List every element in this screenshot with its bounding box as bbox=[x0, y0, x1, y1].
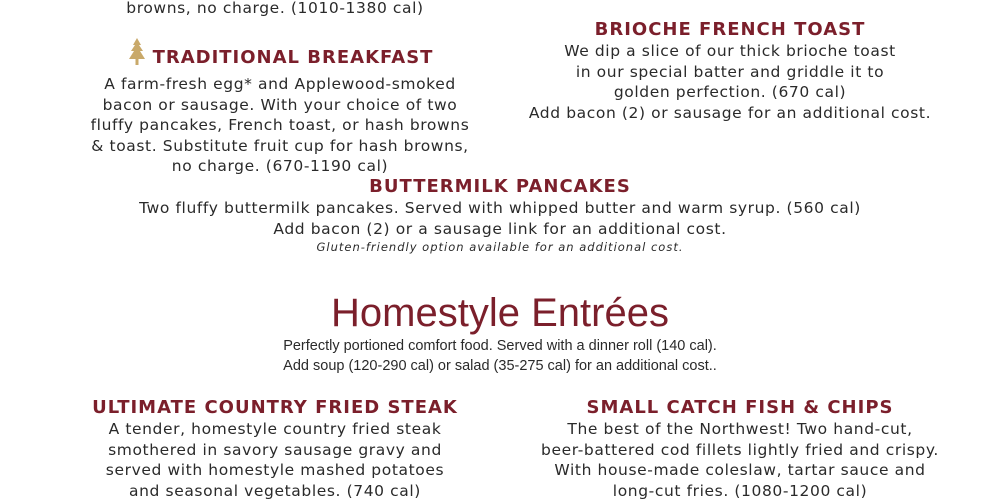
menu-item-description bbox=[70, 74, 490, 177]
description-line: beer-battered cod fillets lightly fried and crispy. bbox=[510, 440, 970, 461]
description-line: fluffy pancakes, French toast, or hash browns bbox=[70, 115, 490, 136]
buttermilk-pancakes-title: BUTTERMILK PANCAKES bbox=[0, 176, 1000, 198]
menu-item-description bbox=[510, 419, 970, 501]
description-line: no charge. (670-1190 cal) bbox=[70, 156, 490, 177]
description-line: A farm-fresh egg* and Applewood-smoked bbox=[70, 74, 490, 95]
previous-item-tail bbox=[80, 0, 470, 19]
country-fried-steak-title: ULTIMATE COUNTRY FRIED STEAK bbox=[60, 397, 490, 419]
intro-line: Add soup (120-290 cal) or salad (35-275 cal) for an additional cost.. bbox=[0, 356, 1000, 376]
menu-item-fish-and-chips bbox=[510, 397, 970, 501]
menu-item-buttermilk-pancakes bbox=[0, 176, 1000, 255]
description-line: served with homestyle mashed potatoes bbox=[60, 460, 490, 481]
section-intro bbox=[0, 336, 1000, 376]
description-line: A tender, homestyle country fried steak bbox=[60, 419, 490, 440]
menu-item-country-fried-steak bbox=[60, 397, 490, 501]
description-line: golden perfection. (670 cal) bbox=[510, 82, 950, 103]
description-line: Two fluffy buttermilk pancakes. Served with whipped butter and warm syrup. (560 cal) bbox=[0, 198, 1000, 219]
menu-item-traditional-breakfast bbox=[70, 38, 490, 177]
description-line: in our special batter and griddle it to bbox=[510, 62, 950, 83]
menu-item-description bbox=[510, 41, 950, 123]
traditional-breakfast-title: TRADITIONAL BREAKFAST bbox=[153, 47, 434, 68]
brioche-french-toast-title: BRIOCHE FRENCH TOAST bbox=[510, 19, 950, 41]
intro-line: Perfectly portioned comfort food. Served with a dinner roll (140 cal). bbox=[0, 336, 1000, 356]
description-line: The best of the Northwest! Two hand-cut, bbox=[510, 419, 970, 440]
previous-item-tail-text: browns, no charge. (1010-1380 cal) bbox=[80, 0, 470, 19]
description-line: smothered in savory sausage gravy and bbox=[60, 440, 490, 461]
menu-item-description bbox=[0, 198, 1000, 239]
description-line: Add bacon (2) or sausage for an additional cost. bbox=[510, 103, 950, 124]
gluten-friendly-note: Gluten-friendly option available for an additional cost. bbox=[0, 239, 1000, 255]
description-line: Add bacon (2) or a sausage link for an additional cost. bbox=[0, 219, 1000, 240]
description-line: With house-made coleslaw, tartar sauce and bbox=[510, 460, 970, 481]
description-line: bacon or sausage. With your choice of two bbox=[70, 95, 490, 116]
description-line: & toast. Substitute fruit cup for hash browns, bbox=[70, 136, 490, 157]
section-heading-homestyle-entrees: Homestyle Entrées bbox=[0, 290, 1000, 336]
description-line: and seasonal vegetables. (740 cal) bbox=[60, 481, 490, 501]
description-line: We dip a slice of our thick brioche toast bbox=[510, 41, 950, 62]
menu-item-title bbox=[70, 38, 490, 74]
description-line: long-cut fries. (1080-1200 cal) bbox=[510, 481, 970, 501]
menu-item-description bbox=[60, 419, 490, 501]
fish-and-chips-title: SMALL CATCH FISH & CHIPS bbox=[510, 397, 970, 419]
menu-item-brioche-french-toast bbox=[510, 19, 950, 123]
pine-tree-icon bbox=[127, 38, 147, 74]
